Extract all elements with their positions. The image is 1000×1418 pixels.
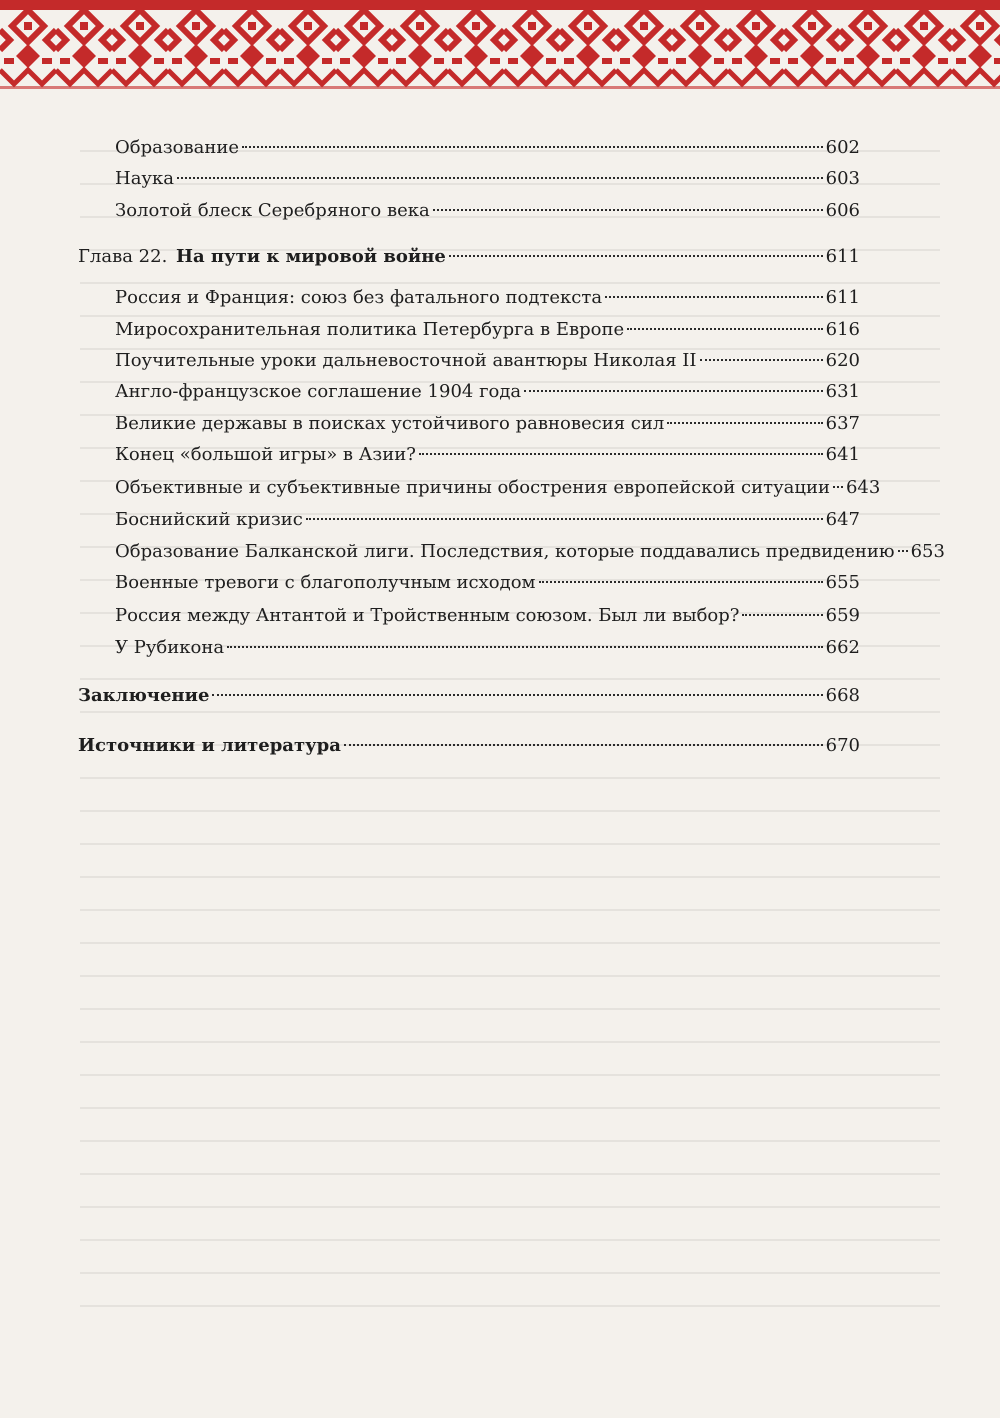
dot-leader — [449, 255, 823, 257]
conclusion-title: Заключение — [78, 685, 210, 706]
toc-entry — [115, 167, 860, 191]
dot-leader — [700, 359, 823, 361]
sources-title: Источники и литература — [78, 735, 341, 756]
toc-entry — [115, 412, 860, 436]
toc-entry — [115, 380, 860, 404]
toc-entry-page: 616 — [825, 319, 860, 340]
dot-leader — [227, 646, 823, 648]
toc-entry-page: 643 — [845, 477, 881, 498]
toc-entry-page: 620 — [825, 350, 860, 371]
dot-leader — [344, 744, 823, 746]
toc-entry — [115, 318, 860, 342]
toc-entry-title: У Рубикона — [115, 637, 225, 658]
dot-leader — [833, 486, 843, 488]
dot-leader — [627, 328, 823, 330]
chapter-page: 611 — [825, 246, 860, 267]
dot-leader — [605, 296, 823, 298]
toc-entry-title: Миросохранительная политика Петербурга в Европе — [115, 319, 625, 340]
toc-entry-title: Великие державы в поисках устойчивого равновесия сил — [115, 413, 665, 434]
toc-entry-title: Военные тревоги с благополучным исходом — [115, 572, 536, 593]
toc-entry-title: Россия и Франция: союз без фатального подтекста — [115, 287, 603, 308]
toc-entry-page: 603 — [825, 168, 860, 189]
toc-entry-page: 662 — [825, 637, 860, 658]
toc-entry-title: Англо-французское соглашение 1904 года — [115, 381, 522, 402]
dot-leader — [212, 694, 822, 696]
dot-leader — [433, 209, 823, 211]
toc-entry — [115, 286, 860, 310]
dot-leader — [539, 581, 823, 583]
toc-entry-title: Образование Балканской лиги. Последствия, которые поддавались предвидению — [115, 541, 895, 562]
toc-entry-title: Боснийский кризис — [115, 509, 303, 530]
dot-leader — [524, 390, 822, 392]
toc-entry — [115, 540, 945, 564]
toc-entry — [115, 571, 860, 595]
toc-entry-page: 655 — [825, 572, 860, 593]
toc-entry — [115, 604, 860, 628]
toc-entry — [115, 349, 860, 373]
toc-entry-page: 653 — [910, 541, 945, 562]
toc-entry-page: 611 — [825, 287, 860, 308]
sources-page: 670 — [825, 735, 860, 756]
toc-conclusion — [78, 684, 860, 708]
toc-entry-page: 641 — [825, 444, 860, 465]
toc-sources — [78, 734, 860, 758]
toc-entry-title: Золотой блеск Серебряного века — [115, 200, 430, 221]
toc-entry-title: Россия между Антантой и Тройственным союзом. Был ли выбор? — [115, 605, 740, 626]
toc-entry-title: Наука — [115, 168, 175, 189]
toc-entry — [115, 476, 881, 500]
toc-entry-page: 647 — [825, 509, 860, 530]
toc-entry-page: 659 — [825, 605, 860, 626]
chapter-label: Глава 22. — [78, 246, 168, 267]
dot-leader — [742, 614, 822, 616]
dot-leader — [177, 177, 823, 179]
dot-leader — [306, 518, 823, 520]
conclusion-page: 668 — [825, 685, 860, 706]
toc-entry — [115, 636, 860, 660]
toc-entry-title: Образование — [115, 137, 240, 158]
dot-leader — [419, 453, 823, 455]
toc-entry-title: Конец «большой игры» в Азии? — [115, 444, 416, 465]
toc-chapter-heading — [78, 245, 860, 269]
toc-entry-page: 637 — [825, 413, 860, 434]
toc-entry — [115, 136, 860, 160]
toc-entry-title: Поучительные уроки дальневосточной авантюры Николая II — [115, 350, 697, 371]
toc-entry-page: 631 — [825, 381, 860, 402]
toc-entry — [115, 443, 860, 467]
toc-entry — [115, 199, 860, 223]
toc-entry — [115, 508, 860, 532]
chapter-title: На пути к мировой войне — [176, 246, 446, 267]
toc-entry-page: 602 — [825, 137, 860, 158]
toc-entry-page: 606 — [825, 200, 860, 221]
dot-leader — [242, 146, 823, 148]
toc-entry-title: Объективные и субъективные причины обострения европейской ситуации — [115, 477, 830, 498]
dot-leader — [898, 550, 908, 552]
dot-leader — [667, 422, 822, 424]
